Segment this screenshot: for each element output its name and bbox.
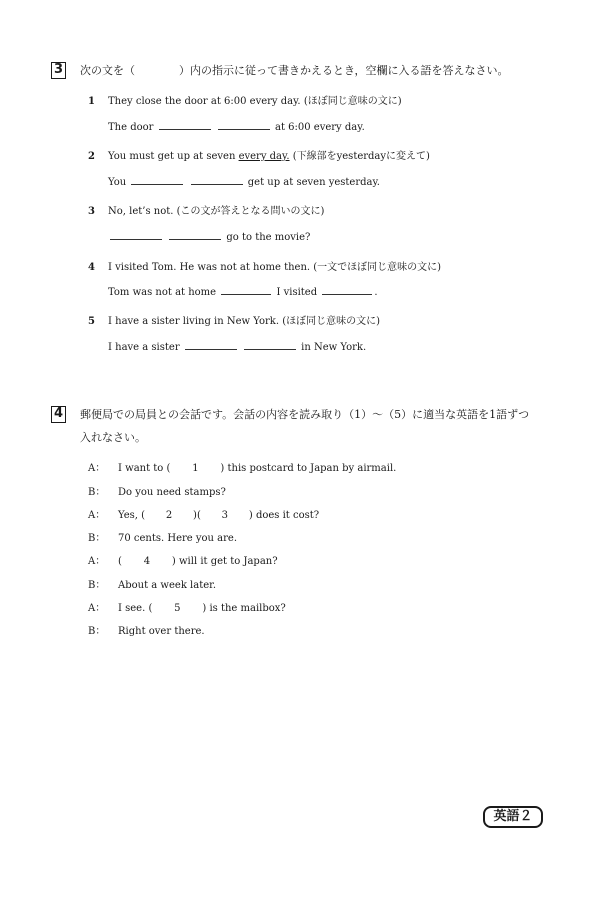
dialog-text: Yes, ( [118,510,146,521]
blank-number[interactable]: 3 [221,510,229,521]
q3-item-2-underlined-text: every day. [238,151,290,162]
q3-item-3-answer-post: go to the movie? [226,232,311,243]
dialog-text: Right over there. [118,626,205,637]
blank-number[interactable]: 4 [143,556,151,567]
dialog-line-3 [118,509,319,523]
dialog-speaker: B： [88,487,106,498]
q3-item-1-sentence [108,95,402,109]
question-3-number: 3 [51,62,66,79]
blank-number[interactable]: 1 [192,463,199,474]
question-3-instruction: 次の文を（ ）内の指示に従って書きかえるとき，空欄に入る語を答えなさい。 [80,64,509,77]
answer-blank[interactable] [244,339,296,350]
question-4-number: 4 [51,406,66,423]
q3-item-5-answer-line [108,339,366,355]
q3-item-4-answer-pre: Tom was not at home [108,287,217,298]
q3-item-2-hint: (下線部をyesterdayに変えて) [292,151,430,162]
dialog-line-1 [118,462,396,476]
dialog-text: ) this postcard to Japan by airmail. [220,463,397,474]
q3-item-5-answer-post: in New York. [301,342,367,353]
q3-item-3-hint: (この文が答えとなる問いの文に) [176,206,325,217]
q3-item-4-hint: (一文でほぼ同じ意味の文に) [313,262,442,273]
q3-item-2-answer-post: get up at seven yesterday. [247,177,380,188]
q3-item-2-number: 2 [88,151,95,162]
q3-item-5-hint: (ほぼ同じ意味の文に) [282,316,381,327]
dialog-speaker: A： [88,556,106,567]
dialog-line-6 [118,579,216,593]
q3-item-1-hint: (ほぼ同じ意味の文に) [303,96,402,107]
dialog-speaker: B： [88,580,106,591]
q3-item-4-answer-mid: I visited [276,287,318,298]
dialog-speaker: B： [88,626,106,637]
dialog-text: ) is the mailbox? [202,603,286,614]
question-4-instruction-line1: 郵便局での局員との会話です。会話の内容を読み取り（1）～（5）に適当な英語を1語ずつ [80,408,530,421]
q3-item-4-answer-end: . [374,287,378,298]
q3-item-2-text: You must get up at seven [108,151,239,162]
answer-blank[interactable] [110,229,162,240]
q3-item-2-answer-pre: You [108,177,127,188]
q3-item-3-sentence [108,205,324,219]
subject-page-badge: 英語２ [483,806,543,828]
q3-item-5-text: I have a sister living in New York. [108,316,280,327]
q3-item-5-sentence [108,315,380,329]
answer-blank[interactable] [322,284,372,295]
q3-item-4-sentence [108,261,441,275]
blank-number[interactable]: 5 [174,603,181,614]
q3-item-4-answer-line [108,284,378,300]
q3-item-5-number: 5 [88,316,95,327]
q3-item-1-answer-post: at 6:00 every day. [275,122,365,133]
dialog-line-8 [118,625,205,639]
dialog-line-7 [118,602,286,616]
answer-blank[interactable] [218,119,270,130]
dialog-text: ) will it get to Japan? [171,556,278,567]
answer-blank[interactable] [191,174,243,185]
answer-blank[interactable] [159,119,211,130]
dialog-text: )( [193,510,201,521]
q3-item-2-answer-line [108,174,380,190]
dialog-text: ( [118,556,122,567]
dialog-speaker: B： [88,533,106,544]
question-4-instruction-line2: 入れなさい。 [80,431,146,444]
answer-blank[interactable] [185,339,237,350]
q3-item-2-sentence [108,150,430,164]
dialog-text: I want to ( [118,463,171,474]
q3-item-1-answer-line [108,119,365,135]
q3-item-4-text: I visited Tom. He was not at home then. [108,262,311,273]
answer-blank[interactable] [131,174,183,185]
q3-item-3-number: 3 [88,206,95,217]
answer-blank[interactable] [221,284,271,295]
dialog-text: 70 cents. Here you are. [118,533,238,544]
dialog-speaker: A： [88,463,106,474]
dialog-speaker: A： [88,603,106,614]
q3-item-4-number: 4 [88,262,95,273]
q3-item-5-answer-pre: I have a sister [108,342,180,353]
answer-blank[interactable] [169,229,221,240]
q3-item-3-text: No, let’s not. [108,206,174,217]
dialog-text: About a week later. [118,580,217,591]
dialog-line-4 [118,532,237,546]
q3-item-1-text: They close the door at 6:00 every day. [108,96,301,107]
blank-number[interactable]: 2 [165,510,173,521]
dialog-line-2 [118,486,226,500]
q3-item-1-number: 1 [88,96,95,107]
dialog-text: I see. ( [118,603,153,614]
q3-item-1-answer-pre: The door [108,122,154,133]
dialog-text: Do you need stamps? [118,487,226,498]
dialog-text: ) does it cost? [248,510,320,521]
q3-item-3-answer-line [108,229,310,245]
dialog-speaker: A： [88,510,106,521]
dialog-line-5 [118,555,278,569]
